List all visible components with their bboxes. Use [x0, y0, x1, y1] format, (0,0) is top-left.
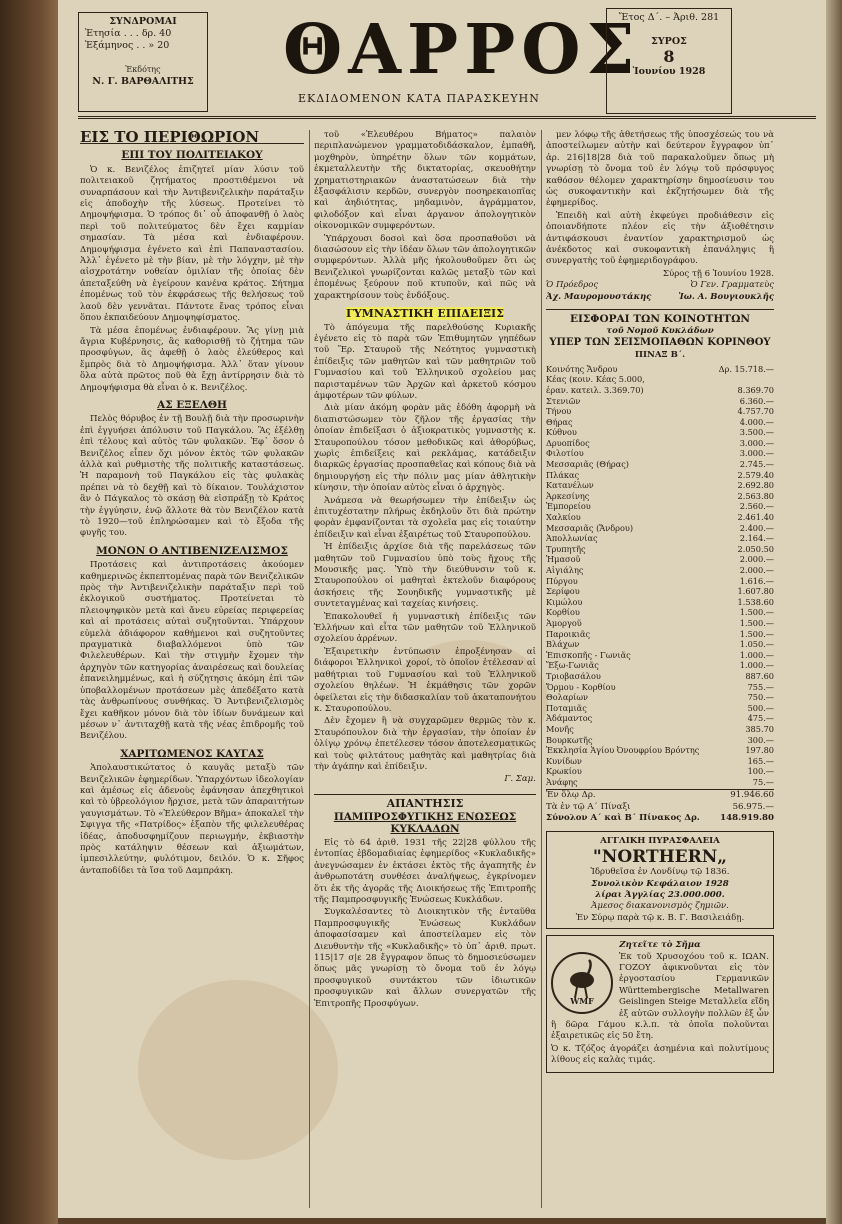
table-row — [546, 480, 774, 491]
heading-pamprosfygiki: ΠΑΜΠΡΟΣΦΥΓΙΚΗΣ ΕΝΩΣΕΩΣ ΚΥΚΛΑΔΩΝ — [333, 811, 517, 835]
contribution-amount: 197.80 — [745, 745, 774, 756]
paragraph: Πελὸς θόρυβος ἐν τῇ Βουλῇ διὰ τὴν προσωρινὴν ἐπὶ ἐγγυήσει ἀπόλυσιν τοῦ Παγκάλου. Ἂς ἐξέλθῃ ἐπὶ τέλους καὶ αὐτὸς τῶν φυλακῶν. Ἐφ᾽ ὅσον ὁ Βενιζέλος εἶπεν ὄχι μόνον ἐκτὸς τῶν φυλακῶν ἀλλὰ καὶ ρυθμιστὴς τῆς πολιτικῆς καταστάσεως. Ἡ παραμονὴ τοῦ Παγκάλου εἰς τὰς φυλακὰς πρέπει νὰ τὸ δεχθῇ καὶ τὸ δίκαιον. Τουλάχιστον ἂν ὁ Πάγκαλος τὸ σκάσῃ θὰ εἰσπράξῃ τὸ Κράτος τὴν ἐγγύησιν, ἐνῷ ἄλλοτε θὰ τὸν Βενιζέλον κατὰ τὸ 1920—τοῦ ἐπληρώσαμεν καὶ τὸ ἔξοδα τῆς φυγῆς του. — [80, 414, 304, 539]
contribution-amount: 2.000.— — [739, 565, 774, 575]
contribution-amount: 1.616.— — [739, 575, 774, 586]
community-name: Ἠμασοῦ — [546, 554, 581, 565]
table-row — [546, 650, 774, 661]
heading-politeiakou: ΕΠΙ ΤΟΥ ΠΟΛΙΤΕΙΑΚΟΥ — [121, 149, 263, 162]
paragraph: Ἀνάμεσα νὰ θεωρήσωμεν τὴν ἐπίδειξιν ὡς ἐπιτυχέστατην πλήρως ἐκδηλοῦν ὅτι διὰ πρώτην φορὰν ἐμφανίζονται τὰ σχολεῖα μας εἰς τοιαύτην ἐπίδειξιν καὶ εἶναι ἐξαιρέτως τοῦ Σταυροπούλου. — [314, 495, 536, 540]
community-name: Παροικιᾶς — [546, 628, 591, 639]
community-name: Ἐπισκοπῆς - Γωνιᾶς — [546, 649, 631, 660]
subscriptions-title: ΣΥΝΔΡΟΜΑΙ — [109, 16, 177, 27]
table-row — [546, 713, 774, 724]
column-1 — [80, 130, 304, 1212]
heading-kavgas: ΧΑΡΙΤΩΜΕΝΟΣ ΚΑΥΓΑΣ — [120, 747, 264, 760]
page-edge — [826, 0, 842, 1224]
paragraph: Τὸ ἀπόγευμα τῆς παρελθούσης Κυριακῆς ἐγένετο εἰς τὸ παρὰ τῶν Ἐπιθυμητῶν γηπέδων τοῦ Ἕρ. Σταυροῦ τῆς Νεότητος γυμναστικὴ ἐπίδειξις τῶν μαθητῶν καὶ τῶν μαθητριῶν τοῦ Γυμνασίου καὶ τοῦ Ἑλληνικοῦ σχολείου μας παρισταμένων τῶν Ἀρχῶν καὶ ἀρκετοῦ κόσμου ἀμφοτέρων τῶν φύλων. — [314, 322, 536, 401]
issue-date: Ἰουνίου 1928 — [632, 66, 706, 77]
contribution-amount: 750.— — [747, 692, 774, 703]
contribution-amount: 2.461.40 — [737, 512, 774, 523]
contribution-amount: 385.70 — [745, 723, 774, 734]
contributions-table — [546, 364, 774, 788]
contribution-amount: Δρ. 15.718.— — [718, 363, 774, 374]
contribution-amount: 500.— — [747, 702, 774, 713]
community-name: Μεσσαριᾶς (Ἄνδρου) — [546, 522, 634, 533]
signature-names — [546, 292, 774, 303]
table-row — [546, 777, 774, 788]
paragraph: Τὰ μέσα ἐπομένως ἐνδιαφέρουν. Ἂς γίνῃ μιὰ ἄγρια Κυβέρνησις, ἂς καθορισθῇ τὸ ζήτημα τῶν προσφύγων, ἂς ἀφεθῇ ὁ λαὸς ἐλεύθερος καὶ ἔμπρὸς διὰ τὸ Δημοψήφισμα. Ἀλλ᾽ ὅταν γίνουν ὅλα αὐτὰ πρῶτος ποῦ θὰ ἔχῃ ἀντίρρησιν διὰ τὸ Δημοψήφισμα θὰ εἶναι ὁ κ. Βενιζέλος. — [80, 325, 304, 393]
table-row — [546, 735, 774, 746]
table-row — [546, 554, 774, 565]
contribution-amount: 1.500.— — [739, 628, 774, 639]
paragraph: Δὲν ἔχομεν ἢ νὰ συγχαρῶμεν θερμῶς τὸν κ. Σταυρόπουλον διὰ τὴν ἐργασίαν, τὴν ὁποίαν ἐν ὀλίγῳ χρόνῳ ἐπετέλεσεν τόσον ἀποτελεσματικῶς καὶ τοὺς φιλτάτους μαθητὰς καὶ μαθητρίας διὰ τὴν ἀγάπην καὶ ἐπίδειξιν. — [314, 716, 536, 772]
community-name: Ἐμπορείου — [546, 501, 591, 512]
community-name: Ἀρκεσίνης — [546, 490, 590, 501]
table-row — [546, 576, 774, 587]
heading-as-exelthi: ΑΣ ΕΞΕΛΘΗ — [157, 398, 227, 411]
community-name: Θολαρίων — [546, 692, 589, 703]
contributions-title-2: ΥΠΕΡ ΤΩΝ ΣΕΙΣΜΟΠΑΘΩΝ ΚΟΡΙΝΘΟΥ — [549, 336, 771, 348]
masthead-title: ΘΑΡΡΟΣ — [283, 10, 641, 90]
community-name: Κορθίου — [546, 607, 580, 618]
letter-date: Σύρος τῇ 6 Ἰουνίου 1928. — [662, 268, 774, 279]
secretary-title: Ὁ Γεν. Γραμματεὺς — [690, 280, 774, 291]
contribution-amount: 165.— — [747, 755, 774, 766]
ad-line: Ἀμεσος διακανονισμὸς ζημιῶν. — [591, 901, 729, 912]
contribution-amount: 3.500.— — [739, 427, 774, 438]
publisher-name: Ν. Γ. ΒΑΡΘΑΛΙΤΗΣ — [92, 76, 194, 87]
paragraph: Ὁ κ. Βενιζέλος ἐπιζητεῖ μίαν λύσιν τοῦ πολιτειακοῦ ζητήματος προστιθέμενοι νὰ συναρπάσουν καὶ τὴν Ἀντιβενιζελικὴν παράταξιν εἰς ἀποδοχὴν τῆς λύσεως. Προτείνει τὸ Δημοψήφισμα. Ὁ τρόπος δι᾽ οὗ ἀποφανθῇ ὁ λαὸς περὶ τοῦ πολιτεύματος δὲν ἔχει καμμίαν σημασίαν. Τὰ μέσα καὶ ἐνδιαφέρουν. Δημοψήφισμα ἐγένετο καὶ ἐπὶ Παπαναστασίου. Ἀλλ᾽ ἐγένετο μὲ τὴν βίαν, μὲ τὴν λόγχην, μὲ τὴν αἰσχροτάτην νοθείαν ὁμιλίαν τῆς ὁποίας δὲν ἀπεταξεύθη νὰ ἐγείρουν κανένα κράτος. Σήτημα ἐπομένως τοῦ τὸν ἐκφράσεως τῆς θελήσεως τοῦ λαοῦ δὲν γεννᾶται. Πάντοτε ἔνας τρόπος εἶναι ὅπου ἐκπαιδεύουν Δημοψηφίσματος. — [80, 164, 304, 324]
column-divider — [309, 130, 310, 1208]
community-name: Φιλοτίου — [546, 448, 584, 459]
issue-number: Ἔτος Δ΄. – Ἀριθ. 281 — [618, 12, 720, 23]
paragraph: Ἡ ἐπίδειξις ἀρχίσε διὰ τῆς παρελάσεως τῶν μαθητῶν τοῦ Γυμνασίου ὑπὸ τοὺς ἤχους τῆς Μουσικῆς μας. Ὑπὸ τὴν διεύθυνσιν τοῦ κ. Σταυροπούλου οἱ μαθηταὶ ἐκτελοῦν διαφόρους ἀσκήσεις τῆς Σουηδικῆς γυμναστικῆς μὲ συντεταγμένας καὶ ταχείας κινήσεις. — [314, 542, 536, 610]
community-name: Τήνου — [546, 406, 572, 417]
table-row — [546, 671, 774, 682]
community-name: Ἐκκλησία Ἁγίου Ὀνουφρίου Βρόντης — [546, 745, 700, 756]
ad-brand: "NORTHERN„ — [592, 847, 728, 868]
community-name: Ἀδάμαντος — [546, 713, 593, 724]
header-rule — [78, 116, 816, 119]
contribution-amount: 755.— — [747, 681, 774, 692]
ad-text: Ἐκ τοῦ Χρυσοχόου τοῦ κ. ΙΩΑΝ. ΓΟΖΟΥ ἀφικνοῦνται εἰς τὸν ἐργοστασίου Γερμανικῶν Württembergische Metallwaren Geislingen Steige Μεταλλεῖα εἴδη ἐξ αὐτῶν συλλογὴν πολλῶν ἐξ ὧν ἢ δῶρα Γάμου κ.λ.π. τὰ ὁποῖα πολοῦνται ἐξαιρετικῶς εἰς 50 ἔτη. — [551, 951, 769, 1042]
wmf-logo-icon — [551, 952, 613, 1014]
contribution-amount: 75.— — [752, 776, 774, 787]
contribution-amount: 887.60 — [745, 670, 774, 681]
table-row — [546, 523, 774, 534]
heading-gymnastiki — [314, 308, 536, 319]
signature-titles — [546, 280, 774, 291]
table-row — [546, 756, 774, 767]
contribution-amount: 1.500.— — [739, 607, 774, 618]
paragraph: Ἀπολαυστικώτατος ὁ καυγᾶς μεταξὺ τῶν Βενιζελικῶν ἐφημερίδων. Ὑπαρχόντων ἰδεολογίαν καὶ ἀμέσως εἰς ἀδενοὺς ἐφάνησαν ἀπεχθητικοὶ καὶ τὸ ὑβρεολόγιον ἤρχισε, μετὰ τῶν ἀπαραιτήτων γαυγισμάτων. Τὸ «Ἐλεύθερον Βῆμα» ἀποκαλεῖ τὴν Σφιγγα τῆς «Πατρίδος» ἐξαπὸν τῆς φιλελευθέρας ἰδέας, ἀποδυσφημίζουν περιωγμήν, ἐκβιαστὴν πρὸς κατάληψιν θέσεων καὶ ἀξιωμάτων, ἰμπεσιλλεύτην, φυλότιμον, δειλόν. Ὁ κ. Σῆφος ἀνταποδίδει τὰ ἴσα τοῦ Δαμπράκη. — [80, 763, 304, 876]
table-row — [546, 512, 774, 523]
table-row — [546, 597, 774, 608]
community-name: Δρυοπίδος — [546, 437, 590, 448]
table-row — [546, 660, 774, 671]
ad-heading: Ζητεῖτε τὸ Σῆμα — [619, 940, 701, 951]
contribution-amount: 3.000.— — [739, 448, 774, 459]
paragraph: Εἰς τὸ 64 ἀριθ. 1931 τῆς 22|28 φύλλου τῆς ἐντοπίας ἑβδομαδιαίας ἐφημερίδος «Κυκλαδικῆς» ἀνεγνώσαμεν ἐν ἐκτάσει ἐκτὸς τῆς ἀγαπητῆς ἐν ἀνθρωποτάτη συνθέσει ἀναλήψεως, ἐγκρίνομεν ὅτι ἐκ τῆς ἀγορᾶς τῆς Διοικήσεως τῆς Ἐπιτροπῆς τῆς Παμπροσφυγικῆς Ἑνώσεως Κυκλάδων. — [314, 837, 536, 905]
table-row — [546, 766, 774, 777]
table-row — [546, 724, 774, 735]
community-name: Πύργου — [546, 575, 578, 586]
contributions-subtitle: τοῦ Νομοῦ Κυκλάδων — [606, 325, 714, 336]
ad-text: Ὁ κ. Τζόζος ἀγοράζει ἀσημένια καὶ πολυτίμους λίθους εἰς καλὰς τιμάς. — [551, 1043, 769, 1066]
issue-city: ΣΥΡΟΣ — [651, 36, 687, 47]
table-row — [546, 417, 774, 428]
total-value: 91.946.60 — [730, 790, 774, 801]
contribution-amount: 2.745.— — [739, 459, 774, 470]
masthead-subtitle: ΕΚΔΙΔΟΜΕΝΟΝ ΚΑΤΑ ΠΑΡΑΣΚΕΥΗΝ — [298, 92, 540, 105]
table-row — [546, 427, 774, 438]
paragraph: Ἐξαιρετικὴν ἐντύπωσιν ἐπροξένησαν αἱ διάφοροι Ἑλληνικοὶ χοροί, τὸ ὁποῖον ἐτέλεσαν αἱ μαθήτριαι τοῦ Γυμνασίου καὶ τοῦ Ἑλληνικοῦ σχολείου θηλέων. Ἡ ἐκμάθησις τῶν χορῶν ὀφείλεται εἰς τὴν διδασκαλίαν τοῦ ἀκαταπονήτου κ. Σταυροπούλου. — [314, 646, 536, 714]
contribution-amount: 4.000.— — [739, 416, 774, 427]
contribution-amount: 475.— — [747, 713, 774, 724]
community-name: Ὄρμου - Κορθίου — [546, 681, 616, 692]
contribution-amount: 300.— — [747, 734, 774, 745]
contribution-amount: 2.400.— — [739, 522, 774, 533]
contribution-amount: 8.369.70 — [737, 384, 774, 395]
contribution-amount: 2.050.50 — [737, 543, 774, 554]
issue-box — [606, 8, 732, 114]
heading-antivenizelismos: ΜΟΝΟΝ Ο ΑΝΤΙΒΕΝΙΖΕΛΙΣΜΟΣ — [96, 544, 288, 557]
paragraph: Ὑπάρχουσι δοσοὶ καὶ ὅσα προσπαθοῦσι νὰ διασώσουν εἰς τὴν ἰδέαν ὅλων τῶν ἀπολογητικῶν συμφερόντων. Ἀλλὰ μῆς ἠκολουθοῦμεν ὅτι ὡς Βενιζελικοὶ γνωρίζονται καλῶς μεταξὺ τῶν καὶ ἐπομένως ξεύρουν ποῦ κτυποῦν, καὶ πῶς νὰ χαρακτηρίσουν τοὺς ἐνδόξους. — [314, 233, 536, 301]
table-row — [546, 629, 774, 640]
table-row — [546, 533, 774, 544]
paragraph: τοῦ «Ἐλευθέρου Βήματος» παλαιὸν περιπλανώμενον γραμματοδιδάσκαλον, ἐμπαθῆ, μοχθηρὸν, ὑπηρέτην ὅλων τῶν κομμάτων, ἐκμεταλλευτὴν τῆς δικτατορίας, σκευοθήτην χρηματιστηριακῶν ἀναστατώσεων διὰ τὴν ἐξασφάλισιν κερδῶν, συνεργὸν ποσηρεκαιοπῖας καὶ ἀηδιότητας, μηδαμινὸν, ἀγράμματον, φιλοδόξον καὶ εἶναι ἀργανον ἀπολογητικὸν οἰκονομικῶν συμφερόντων. — [314, 130, 536, 232]
contribution-amount — [714, 374, 774, 385]
total-label: Ἐν ὅλῳ Δρ. — [546, 790, 596, 801]
community-name: Αἰγιάλης — [546, 565, 584, 575]
total-value: 148.919.80 — [720, 813, 774, 824]
community-name: Ἀνάφης — [546, 776, 578, 787]
table-row — [546, 374, 774, 385]
column-3 — [546, 130, 774, 1212]
ad-heading: ΑΓΓΛΙΚΗ ΠΥΡΑΣΦΑΛΕΙΑ — [600, 835, 720, 846]
paragraph: Διὰ μίαν ἀκόμη φορὰν μᾶς ἐδόθη ἀφορμὴ νὰ διαπιστώσωμεν τὸν ζῆλον τῆς ἐργασίας τὴν ὁποίαν ἐπιδείξασι ὁ ἀξιοκρατικὸς γυμναστὴς κ. Σταυροπούλου τόσον μεθοδικῶς καὶ ἀθορύβως, χωρὶς ἐπιδείξεις καὶ ρεκλάμας, κατάδειξιν διαρκῶς ἐργασίας προσπαθεῖας καὶ κόπους διὰ νὰ δημιουργήσῃ εἰς τὴν πόλιν μας μίαν ἀθλητικὴν κίνησιν, τὴν ὁποίαν αὐτὸς εἶναι ὁ ἀρχηγὸς. — [314, 403, 536, 494]
contribution-amount: 2.560.— — [739, 501, 774, 512]
community-name: Κοινότης Ἄνδρου — [546, 363, 618, 374]
column-divider — [541, 130, 542, 1208]
total-label: Σύνολον Α΄ καὶ Β΄ Πίνακος Δρ. — [546, 813, 700, 824]
subscriptions-box — [78, 12, 208, 112]
contribution-amount: 2.164.— — [739, 533, 774, 544]
community-name: Θήρας — [546, 416, 573, 427]
contributions-title: ΕΙΣΦΟΡΑΙ ΤΩΝ ΚΟΙΝΟΤΗΤΩΝ — [569, 313, 751, 326]
table-row — [546, 406, 774, 417]
community-name: Βλάχων — [546, 639, 580, 650]
paragraph: μεν λόφῳ τῆς ἀθετήσεως τῆς ὑποσχέσεώς του νὰ ἀποστείλωμεν αὐτὴν καὶ δεύτερον ἔγγραφον ὑπ᾽ ἀρ. 216|18|28 διὰ τοῦ παρακαλοῦμεν ὅπως μὴ γνωρίσῃ τὸ ὄνομα τοῦ ἐν λόγῳ τοῦ πρόσφυγος καθόσον θέλομεν χαρακτηρίσην δημοσίευσιν του ὡς συκοφαντικὴν καὶ ἐκζητήσωμεν διὰ τῆς ἐφημερίδος. — [546, 130, 774, 209]
grand-total-row — [546, 813, 774, 824]
paragraph: Προτάσεις καὶ ἀντιπροτάσεις ἀκούομεν καθημερινῶς ἐκπεπτομένας παρὰ τῶν Βενιζελικῶν πρὸς τὴν Ἀντιβενιζελικὴν παράταξιν περὶ τοῦ ἐκλογικοῦ συστήματος. Προτείνεται τὸ πλειοψηφικὸν μετὰ καὶ ἄνευ εὐρείας περιφερείας καὶ αἱ προτάσεις αὐταὶ συζητοῦνται. Ὑπάρχουν εὐμελὰ ἀδιάφορον καθήμενοι καὶ συζητοῦντες πραγματικὰ διαβαλλόμενοι ὑπὸ τῶν Φιλελευθέρων. Καὶ τὴν στιγμὴν ἔχομεν τὴν ἀρχηγὸν τῶν κατηγορίας ἀναιρέσεως καὶ δουλείας ἐπανειλημμένως, καὶ ἡ σύζητησις ἀκόμη ἐπὶ τῶν ὑποβαλλομένων προτάσεων μὲς ἀπεδέξατο κατὰ τὰς ἀνθρωπίνους συνθήκας. Ὁ Ἀντιβενιζελισμὸς ἔχει καθῆκον μόνον διὰ τὸν ἰδίων δυνάμεων καὶ μέσων ν᾽ ἀντιταχθῇ κατὰ τῆς νέας ἐπιδρομῆς τοῦ Βενιζέλου. — [80, 560, 304, 742]
community-name: ἐραν. κατειλ. 3.369.70) — [546, 384, 644, 395]
contribution-amount: 100.— — [747, 766, 774, 777]
community-name: Μεσσαριᾶς (Θήρας) — [546, 459, 630, 470]
issue-day: 8 — [663, 47, 675, 66]
table-row — [546, 692, 774, 703]
table-row — [546, 682, 774, 693]
contribution-amount: 1.000.— — [739, 660, 774, 671]
table-row — [546, 396, 774, 407]
table-label: ΠΙΝΑΞ Β΄. — [634, 350, 686, 361]
table-row — [546, 470, 774, 481]
logo-text: WMF — [570, 995, 594, 1006]
section-title: ΕΙΣ ΤΟ ΠΕΡΙΘΩΡΙΟΝ — [80, 132, 304, 144]
contribution-amount: 3.000.— — [739, 437, 774, 448]
table-row — [546, 618, 774, 629]
contribution-amount: 1.538.60 — [737, 596, 774, 607]
total-value: 56.975.— — [732, 801, 774, 812]
column-2 — [314, 130, 536, 1212]
community-name: Κέας (κοιν. Κέας 5.000, — [546, 374, 645, 385]
subscription-yearly: Ἐτησία . . . δρ. 40 — [85, 28, 172, 39]
total-label: Τὰ ἐν τῷ Α΄ Πίναξι — [546, 801, 631, 812]
president-name: Ἀχ. Μαυρομουστάκης — [546, 291, 652, 302]
heading-highlight: ΓΥΜΝΑΣΤΙΚΗ ΕΠΙΔΕΙΞΙΣ — [346, 307, 504, 321]
community-name: Τρυπητῆς — [546, 543, 586, 554]
community-name: Κατανέλων — [546, 480, 594, 491]
table-row — [546, 745, 774, 756]
contribution-amount: 2.000.— — [739, 554, 774, 565]
table-row — [546, 448, 774, 459]
table-row — [546, 491, 774, 502]
table-row — [546, 501, 774, 512]
contribution-amount: 2.579.40 — [737, 469, 774, 480]
secretary-name: Ἰω. Α. Βουγιουκλῆς — [678, 291, 774, 302]
table-row — [546, 385, 774, 396]
table-row — [546, 586, 774, 597]
paragraph: Συγκαλέσαντες τὸ Διοικητικὸν τῆς ἐνταῦθα Παμπροσφυγικῆς Ἑνώσεως Κυκλάδων ἀποφασίσαμεν καὶ ἀποστείλαμεν εἰς τὸν Διευθυντὴν τῆς «Κυκλαδικῆς» τὸ ὑπ᾽ ἀριθ. πρωτ. 115|17 σ|ε 28 ἔγγραφον ὅπως τὸ δημοσιεύσωμεν ὅπως μᾶς γνωρίσῃ τὸ ὄνομα τοῦ ἐν λόγῳ προσφυγικοῦ συντάκτου τῶν ἰδιωτικῶν προσφυγικῶν καὶ ἄλλων συνεργατῶν τῆς Ἐπιτροπῆς Προσφύγων. — [314, 907, 536, 1009]
contribution-amount: 6.360.— — [739, 395, 774, 406]
table-row — [546, 364, 774, 375]
table-row — [546, 459, 774, 470]
contribution-amount: 4.757.70 — [737, 406, 774, 417]
ad-line: Ἱδρυθεῖσα ἐν Λονδίνῳ τῷ 1836. — [590, 867, 730, 878]
ad-line: Ἐν Σύρῳ παρὰ τῷ κ. Β. Γ. Βασιλειάδῃ. — [575, 912, 745, 923]
wmf-ad — [546, 935, 774, 1072]
community-name: Ἀμοργοῦ — [546, 617, 582, 628]
contribution-amount: 1.500.— — [739, 617, 774, 628]
publisher-label: Ἐκδότης — [125, 65, 161, 74]
heading-apantisis: ΑΠΑΝΤΗΣΙΣ — [314, 794, 536, 809]
contribution-amount: 1.000.— — [739, 649, 774, 660]
community-name: Κιμώλου — [546, 596, 583, 607]
community-name: Βουρκωτῆς — [546, 734, 593, 745]
table-row — [546, 703, 774, 714]
community-name: Μονῆς — [546, 723, 574, 734]
contributions-header — [546, 309, 774, 362]
community-name: Χαλκίου — [546, 512, 581, 523]
community-name: Πλάκας — [546, 469, 580, 480]
total-row — [546, 802, 774, 813]
paragraph: Ἐπακολουθεῖ ἡ γυμναστικὴ ἐπίδειξις τῶν Ἑλλήνων καὶ εἶτα τῶν μαθητῶν τοῦ Ἑλληνικοῦ σχολείου ἀρρένων. — [314, 611, 536, 645]
community-name: Ποταμιᾶς — [546, 702, 587, 713]
signature: Γ. Σαμ. — [504, 774, 536, 785]
ad-line: λίραι Ἀγγλίας 23.000.000. — [595, 889, 725, 900]
table-row — [546, 438, 774, 449]
community-name: Τριοβασάλου — [546, 670, 601, 681]
community-name: Σερίφου — [546, 586, 580, 597]
community-name: Ἀπολλωνίας — [546, 533, 598, 544]
contribution-amount: 2.692.80 — [737, 480, 774, 491]
paragraph: Ἐπειδὴ καὶ αὐτὴ ἐκφεύγει προδιάθεσιν εἰς ὁποιανδήποτε πλέον εἰς τὴν ἀξιοθέτησιν ἀντιφάσκουσι ἐναντίον χαρακτηρισμοῦ ὡς ἀνέκδοτος καὶ συκοφαντικὴ ἐπανάληψις ἢ συνεργατὴς τοῦ ἐφημεριδογράφου. — [546, 210, 774, 267]
community-name: Κύθνου — [546, 427, 577, 438]
community-name: Κρωκίου — [546, 766, 582, 777]
binding-spine — [0, 0, 58, 1224]
table-row — [546, 544, 774, 555]
community-name: Στενιῶν — [546, 395, 581, 406]
contribution-amount: 1.607.80 — [737, 586, 774, 597]
ad-line: Συνολικὸν Κεφάλαιον 1928 — [591, 878, 729, 889]
table-row — [546, 565, 774, 576]
northern-ad — [546, 831, 774, 929]
table-row — [546, 607, 774, 618]
community-name: Ἔξω-Γωνιᾶς — [546, 660, 599, 671]
table-row — [546, 639, 774, 650]
newspaper-page — [58, 0, 826, 1218]
total-row — [546, 789, 774, 801]
contribution-amount: 1.050.— — [739, 639, 774, 650]
subscription-halfyear: Ἑξάμηνος . . » 20 — [85, 40, 170, 51]
president-title: Ὁ Πρόεδρος — [546, 280, 599, 291]
community-name: Κυνίδων — [546, 755, 582, 766]
contribution-amount: 2.563.80 — [737, 490, 774, 501]
